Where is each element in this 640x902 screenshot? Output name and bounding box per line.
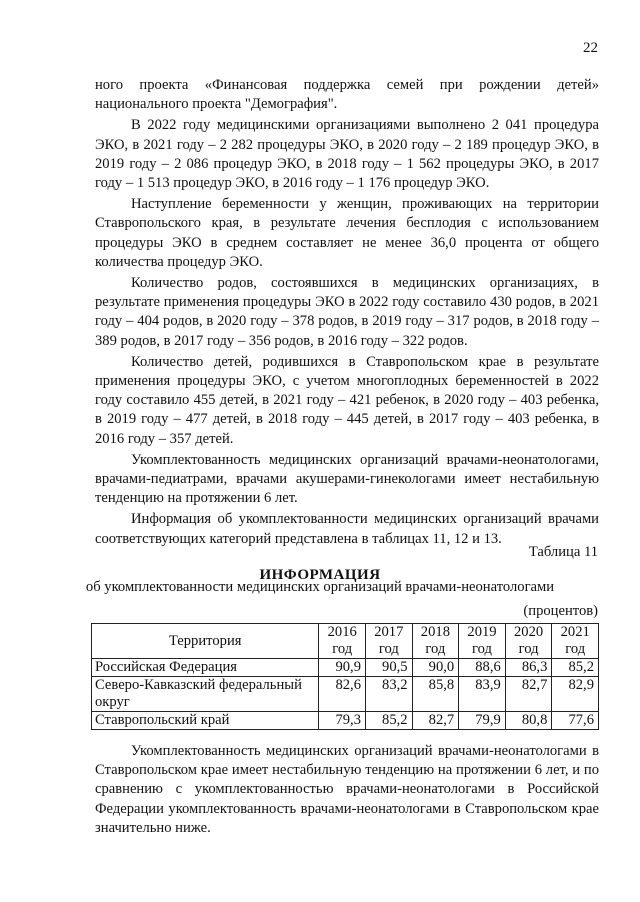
body-text (95, 76, 599, 551)
table-cell: 85,2 (552, 659, 599, 677)
table-row (92, 677, 599, 712)
territory-name: Северо-Кавказский федеральный округ (92, 677, 319, 712)
paragraph-pregnancy: Наступление беременности у женщин, проживающих на территории Ставропольского края, в результате лечения бесплодия с использованием процедуры ЭКО в среднем составляет не менее 36,0 процента от общего количества процедур ЭКО. (95, 196, 599, 270)
header-year: 2017 год (366, 624, 413, 659)
table-label: Таблица 11 (528, 544, 598, 560)
header-year: 2019 год (459, 624, 506, 659)
table-cell: 82,7 (505, 677, 552, 712)
header-territory: Территория (92, 624, 319, 659)
paragraph-conclusion: Укомплектованность медицинских организаций врачами-неонатологами в Ставропольском крае имеет нестабильную тенденцию на протяжении 6 лет, и по сравнению с укомплектованностью врачами-неонатологами в Российской Федерации укомплектованность врачами-неонатологами в Ставропольском крае значительно ниже. (95, 743, 599, 836)
table-cell: 86,3 (505, 659, 552, 677)
table-cell: 79,9 (459, 712, 506, 730)
table-cell: 83,2 (366, 677, 413, 712)
table-row (92, 712, 599, 730)
table-units: (процентов) (523, 603, 598, 619)
header-year: 2016 год (319, 624, 366, 659)
table-cell: 80,8 (505, 712, 552, 730)
table-cell: 82,7 (412, 712, 459, 730)
table-cell: 90,5 (366, 659, 413, 677)
header-year: 2021 год (552, 624, 599, 659)
paragraph-staffing: Укомплектованность медицинских организаций врачами-неонатологами, врачами-педиатрами, врачами акушерами-гинекологами имеет нестабильную тенденцию на протяжении 6 лет. (95, 451, 599, 507)
paragraph-continuation: ного проекта «Финансовая поддержка семей при рождении детей» национального проекта "Демография". (95, 77, 599, 113)
table-cell: 85,2 (366, 712, 413, 730)
paragraph-eko-procedures: В 2022 году медицинскими организациями выполнено 2 041 процедура ЭКО, в 2021 году – 2 282 процедуры ЭКО, в 2020 году – 2 189 процедур ЭКО, в 2019 году – 2 086 процедур ЭКО, в 2018 году – 1 562 процедуры ЭКО, в 2017 году – 1 513 процедур ЭКО, в 2016 году – 1 176 процедур ЭКО. (95, 117, 599, 192)
conclusion-text (95, 742, 599, 838)
page-number: 22 (583, 40, 598, 56)
table-cell: 77,6 (552, 712, 599, 730)
paragraph-tables-info: Информация об укомплектованности медицинских организаций врачами соответствующих категорий представлена в таблицах 11, 12 и 13. (95, 511, 599, 547)
territory-name: Ставропольский край (92, 712, 319, 730)
paragraph-births: Количество родов, состоявшихся в медицинских организациях, в результате применения процедуры ЭКО в 2022 году составило 430 родов, в 2021 году – 404 родов, в 2020 году – 378 родов, в 2019 году – 317 родов, в 2018 году – 389 родов, в 2017 году – 356 родов, в 2016 году – 322 родов. (95, 275, 599, 349)
table-cell: 85,8 (412, 677, 459, 712)
table-header-row (92, 624, 599, 659)
table-cell: 82,9 (552, 677, 599, 712)
table-cell: 90,0 (412, 659, 459, 677)
header-year: 2018 год (412, 624, 459, 659)
table-cell: 79,3 (319, 712, 366, 730)
table-subtitle: об укомплектованности медицинских организаций врачами-неонатологами (85, 579, 555, 595)
table-cell: 83,9 (459, 677, 506, 712)
table-row (92, 659, 599, 677)
staffing-table (91, 623, 599, 730)
paragraph-children: Количество детей, родившихся в Ставропольском крае в результате применения процедуры ЭКО, с учетом многоплодных беременностей в 2022 году составило 455 детей, в 2021 году – 421 ребенок, в 2020 году – 403 ребенка, в 2019 году – 477 детей, в 2018 году – 445 детей, в 2017 году – 403 ребенка, в 2016 году – 357 детей. (95, 353, 599, 447)
table-title: ИНФОРМАЦИЯ (259, 567, 381, 583)
table-cell: 88,6 (459, 659, 506, 677)
territory-name: Российская Федерация (92, 659, 319, 677)
table-cell: 82,6 (319, 677, 366, 712)
table-cell: 90,9 (319, 659, 366, 677)
header-year: 2020 год (505, 624, 552, 659)
